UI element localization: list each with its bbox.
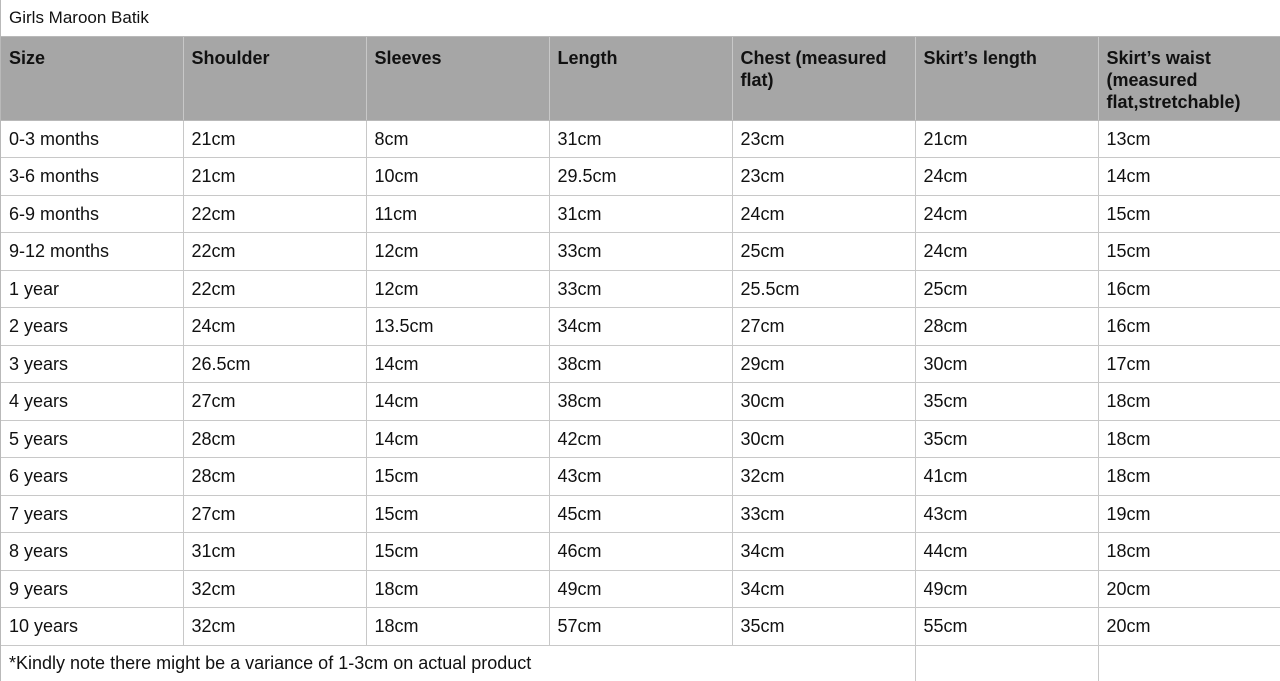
cell-shoulder: 22cm (183, 195, 366, 233)
cell-length: 42cm (549, 420, 732, 458)
cell-skirt-waist: 18cm (1098, 420, 1280, 458)
cell-length: 31cm (549, 195, 732, 233)
cell-skirt-waist: 20cm (1098, 608, 1280, 646)
cell-length: 29.5cm (549, 158, 732, 196)
column-header-skirt-length: Skirt’s length (915, 37, 1098, 120)
cell-length: 46cm (549, 533, 732, 571)
footnote-empty-cell (915, 645, 1098, 681)
cell-chest: 32cm (732, 458, 915, 496)
cell-chest: 34cm (732, 533, 915, 571)
cell-shoulder: 27cm (183, 383, 366, 421)
cell-shoulder: 22cm (183, 233, 366, 271)
table-row (1, 195, 1280, 233)
cell-length: 43cm (549, 458, 732, 496)
cell-shoulder: 28cm (183, 458, 366, 496)
header-row (1, 37, 1280, 120)
cell-shoulder: 27cm (183, 495, 366, 533)
cell-size: 2 years (1, 308, 183, 346)
cell-size: 3 years (1, 345, 183, 383)
cell-chest: 30cm (732, 383, 915, 421)
cell-skirt-length: 28cm (915, 308, 1098, 346)
cell-sleeves: 14cm (366, 420, 549, 458)
footnote-empty-cell (1098, 645, 1280, 681)
cell-size: 9-12 months (1, 233, 183, 271)
column-header-skirt-waist: Skirt’s waist (measured flat,stretchable) (1098, 37, 1280, 120)
cell-size: 6 years (1, 458, 183, 496)
cell-length: 57cm (549, 608, 732, 646)
cell-sleeves: 12cm (366, 270, 549, 308)
cell-length: 34cm (549, 308, 732, 346)
cell-sleeves: 18cm (366, 570, 549, 608)
cell-chest: 23cm (732, 120, 915, 158)
table-row (1, 308, 1280, 346)
column-header-shoulder: Shoulder (183, 37, 366, 120)
cell-shoulder: 21cm (183, 158, 366, 196)
cell-shoulder: 26.5cm (183, 345, 366, 383)
cell-chest: 34cm (732, 570, 915, 608)
column-header-size: Size (1, 37, 183, 120)
footnote-row (1, 645, 1280, 681)
table-body (1, 120, 1280, 645)
cell-chest: 27cm (732, 308, 915, 346)
cell-skirt-waist: 15cm (1098, 195, 1280, 233)
cell-size: 6-9 months (1, 195, 183, 233)
cell-sleeves: 11cm (366, 195, 549, 233)
cell-size: 0-3 months (1, 120, 183, 158)
cell-skirt-waist: 18cm (1098, 383, 1280, 421)
cell-shoulder: 22cm (183, 270, 366, 308)
cell-size: 7 years (1, 495, 183, 533)
cell-size: 8 years (1, 533, 183, 571)
cell-sleeves: 18cm (366, 608, 549, 646)
table-row (1, 120, 1280, 158)
cell-skirt-length: 55cm (915, 608, 1098, 646)
table-row (1, 270, 1280, 308)
cell-skirt-waist: 20cm (1098, 570, 1280, 608)
table-row (1, 570, 1280, 608)
cell-skirt-waist: 18cm (1098, 533, 1280, 571)
column-header-length: Length (549, 37, 732, 120)
table-row (1, 420, 1280, 458)
cell-sleeves: 15cm (366, 458, 549, 496)
cell-shoulder: 21cm (183, 120, 366, 158)
column-header-chest: Chest (measured flat) (732, 37, 915, 120)
cell-size: 4 years (1, 383, 183, 421)
cell-skirt-length: 24cm (915, 195, 1098, 233)
cell-shoulder: 32cm (183, 608, 366, 646)
cell-chest: 24cm (732, 195, 915, 233)
cell-length: 31cm (549, 120, 732, 158)
cell-skirt-length: 43cm (915, 495, 1098, 533)
table-row (1, 608, 1280, 646)
table-row (1, 383, 1280, 421)
cell-chest: 25cm (732, 233, 915, 271)
cell-skirt-length: 35cm (915, 420, 1098, 458)
cell-skirt-waist: 15cm (1098, 233, 1280, 271)
size-chart-table (1, 37, 1280, 681)
cell-size: 9 years (1, 570, 183, 608)
cell-sleeves: 14cm (366, 383, 549, 421)
cell-shoulder: 32cm (183, 570, 366, 608)
cell-skirt-waist: 17cm (1098, 345, 1280, 383)
cell-shoulder: 24cm (183, 308, 366, 346)
cell-chest: 25.5cm (732, 270, 915, 308)
cell-size: 3-6 months (1, 158, 183, 196)
cell-length: 38cm (549, 345, 732, 383)
cell-sleeves: 15cm (366, 495, 549, 533)
cell-length: 49cm (549, 570, 732, 608)
cell-skirt-length: 24cm (915, 233, 1098, 271)
cell-skirt-length: 21cm (915, 120, 1098, 158)
cell-size: 5 years (1, 420, 183, 458)
cell-skirt-waist: 16cm (1098, 270, 1280, 308)
cell-sleeves: 8cm (366, 120, 549, 158)
table-row (1, 345, 1280, 383)
cell-skirt-length: 25cm (915, 270, 1098, 308)
cell-skirt-length: 49cm (915, 570, 1098, 608)
cell-shoulder: 28cm (183, 420, 366, 458)
cell-length: 33cm (549, 233, 732, 271)
cell-chest: 35cm (732, 608, 915, 646)
cell-skirt-length: 35cm (915, 383, 1098, 421)
footnote-text: *Kindly note there might be a variance of 1-3cm on actual product (1, 645, 915, 681)
cell-sleeves: 12cm (366, 233, 549, 271)
cell-chest: 30cm (732, 420, 915, 458)
sheet-title: Girls Maroon Batik (1, 0, 1280, 37)
cell-skirt-length: 44cm (915, 533, 1098, 571)
cell-size: 10 years (1, 608, 183, 646)
table-row (1, 495, 1280, 533)
cell-sleeves: 14cm (366, 345, 549, 383)
cell-length: 45cm (549, 495, 732, 533)
cell-length: 38cm (549, 383, 732, 421)
cell-shoulder: 31cm (183, 533, 366, 571)
table-row (1, 233, 1280, 271)
cell-chest: 33cm (732, 495, 915, 533)
cell-size: 1 year (1, 270, 183, 308)
table-row (1, 533, 1280, 571)
cell-sleeves: 13.5cm (366, 308, 549, 346)
cell-skirt-waist: 18cm (1098, 458, 1280, 496)
column-header-sleeves: Sleeves (366, 37, 549, 120)
cell-chest: 29cm (732, 345, 915, 383)
table-row (1, 458, 1280, 496)
cell-chest: 23cm (732, 158, 915, 196)
cell-skirt-length: 24cm (915, 158, 1098, 196)
cell-skirt-waist: 13cm (1098, 120, 1280, 158)
cell-skirt-waist: 19cm (1098, 495, 1280, 533)
cell-skirt-length: 30cm (915, 345, 1098, 383)
cell-sleeves: 15cm (366, 533, 549, 571)
cell-skirt-waist: 14cm (1098, 158, 1280, 196)
cell-length: 33cm (549, 270, 732, 308)
table-row (1, 158, 1280, 196)
cell-skirt-length: 41cm (915, 458, 1098, 496)
cell-sleeves: 10cm (366, 158, 549, 196)
cell-skirt-waist: 16cm (1098, 308, 1280, 346)
